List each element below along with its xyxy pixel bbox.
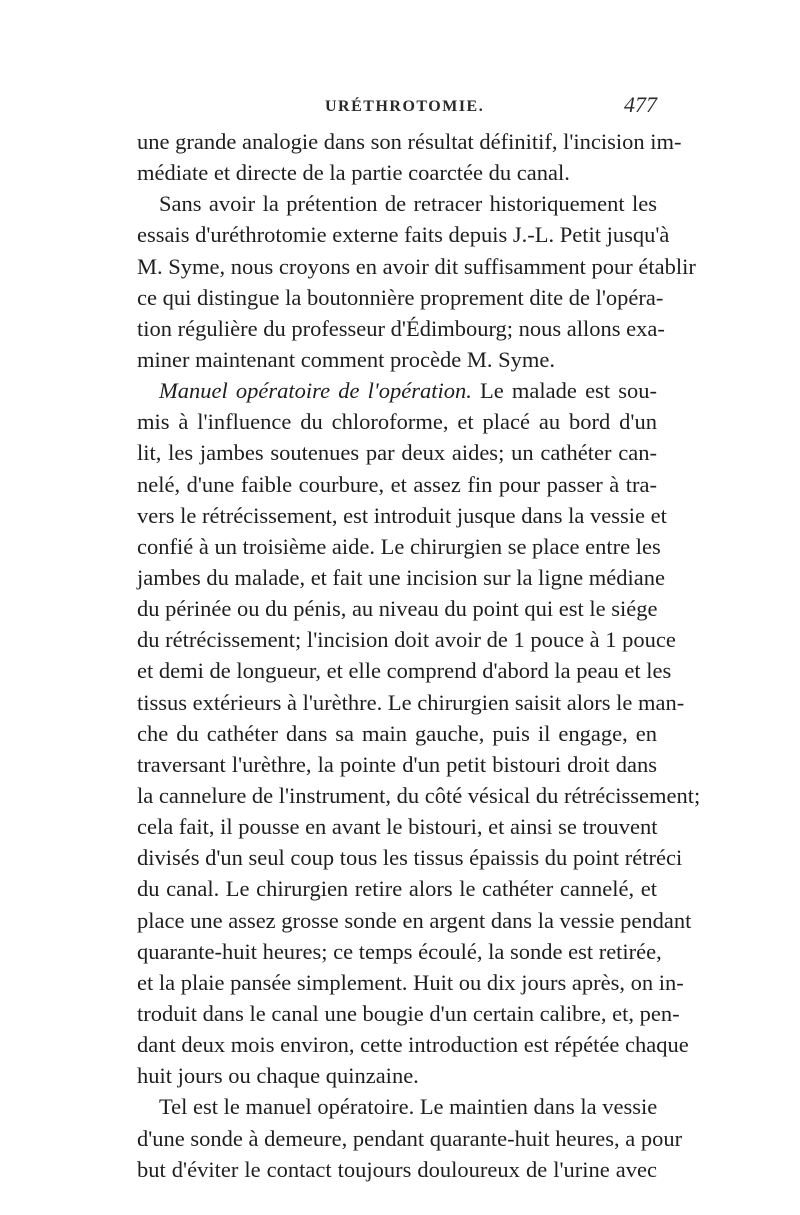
text-line: tion régulière du professeur d'Édimbourg; nous allons exa- (137, 315, 665, 341)
paragraph-start-line (137, 375, 657, 406)
text-line: mis à l'influence du chloroforme, et placé au bord d'un (137, 409, 657, 435)
text-line: du rétrécissement; l'incision doit avoir de 1 pouce à 1 pouce (137, 627, 676, 653)
text-line: miner maintenant comment procède M. Syme. (137, 346, 556, 372)
text-line: tissus extérieurs à l'urèthre. Le chirurgien saisit alors le man- (137, 689, 685, 715)
text-line: ce qui distingue la boutonnière proprement dite de l'opéra- (137, 284, 664, 310)
page-number: 477 (624, 92, 657, 117)
text-line: du périnée ou du pénis, au niveau du point qui est le siége (137, 596, 658, 622)
text-line: place une assez grosse sonde en argent dans la vessie pendant (137, 907, 692, 933)
text-line: jambes du malade, et fait une incision sur la ligne médiane (137, 564, 665, 590)
text-run: Le malade est sou- (471, 378, 657, 404)
text-line: du canal. Le chirurgien retire alors le cathéter cannelé, et (137, 876, 657, 902)
text-line: médiate et directe de la partie coarctée du canal. (137, 160, 570, 186)
text-line: M. Syme, nous croyons en avoir dit suffisamment pour établir (137, 253, 696, 279)
text-line: essais d'uréthrotomie externe faits depuis J.-L. Petit jusqu'à (137, 222, 670, 248)
text-line: d'une sonde à demeure, pendant quarante-huit heures, a pour (137, 1125, 683, 1151)
text-line: et demi de longueur, et elle comprend d'abord la peau et les (137, 658, 672, 684)
text-line: troduit dans le canal une bougie d'un certain calibre, et, pen- (137, 1000, 680, 1026)
text-line: et la plaie pansée simplement. Huit ou dix jours après, on in- (137, 969, 684, 995)
running-title: URÉTHROTOMIE. (325, 98, 485, 115)
paragraph-start-line: Tel est le manuel opératoire. Le maintien dans la vessie (159, 1094, 658, 1120)
text-line: divisés d'un seul coup tous les tissus épaissis du point rétréci (137, 845, 683, 871)
body-text (137, 126, 701, 1185)
section-heading-italic: Manuel opératoire de l'opération. (159, 378, 472, 404)
text-line: dant deux mois environ, cette introduction est répétée chaque (137, 1032, 689, 1058)
text-line: quarante-huit heures; ce temps écoulé, la sonde est retirée, (137, 938, 662, 964)
text-line: une grande analogie dans son résultat définitif, l'incision im- (137, 129, 682, 154)
text-line: che du cathéter dans sa main gauche, puis il engage, en (137, 720, 657, 746)
text-line: but d'éviter le contact toujours douloureux de l'urine avec (137, 1156, 657, 1182)
text-line: cela fait, il pousse en avant le bistouri, et ainsi se trouvent (137, 814, 658, 840)
text-line: vers le rétrécissement, est introduit jusque dans la vessie et (137, 502, 667, 528)
running-head (137, 92, 657, 122)
text-line: lit, les jambes soutenues par deux aides; un cathéter can- (137, 440, 657, 466)
text-line: nelé, d'une faible courbure, et assez fin pour passer à tra- (137, 471, 657, 497)
text-line: la cannelure de l'instrument, du côté vésical du rétrécissement; (137, 782, 701, 808)
text-line: confié à un troisième aide. Le chirurgien se place entre les (137, 533, 661, 559)
paragraph-start-line: Sans avoir la prétention de retracer historiquement les (159, 191, 657, 217)
text-line: traversant l'urèthre, la pointe d'un petit bistouri droit dans (137, 751, 657, 777)
text-line: huit jours ou chaque quinzaine. (137, 1063, 419, 1089)
